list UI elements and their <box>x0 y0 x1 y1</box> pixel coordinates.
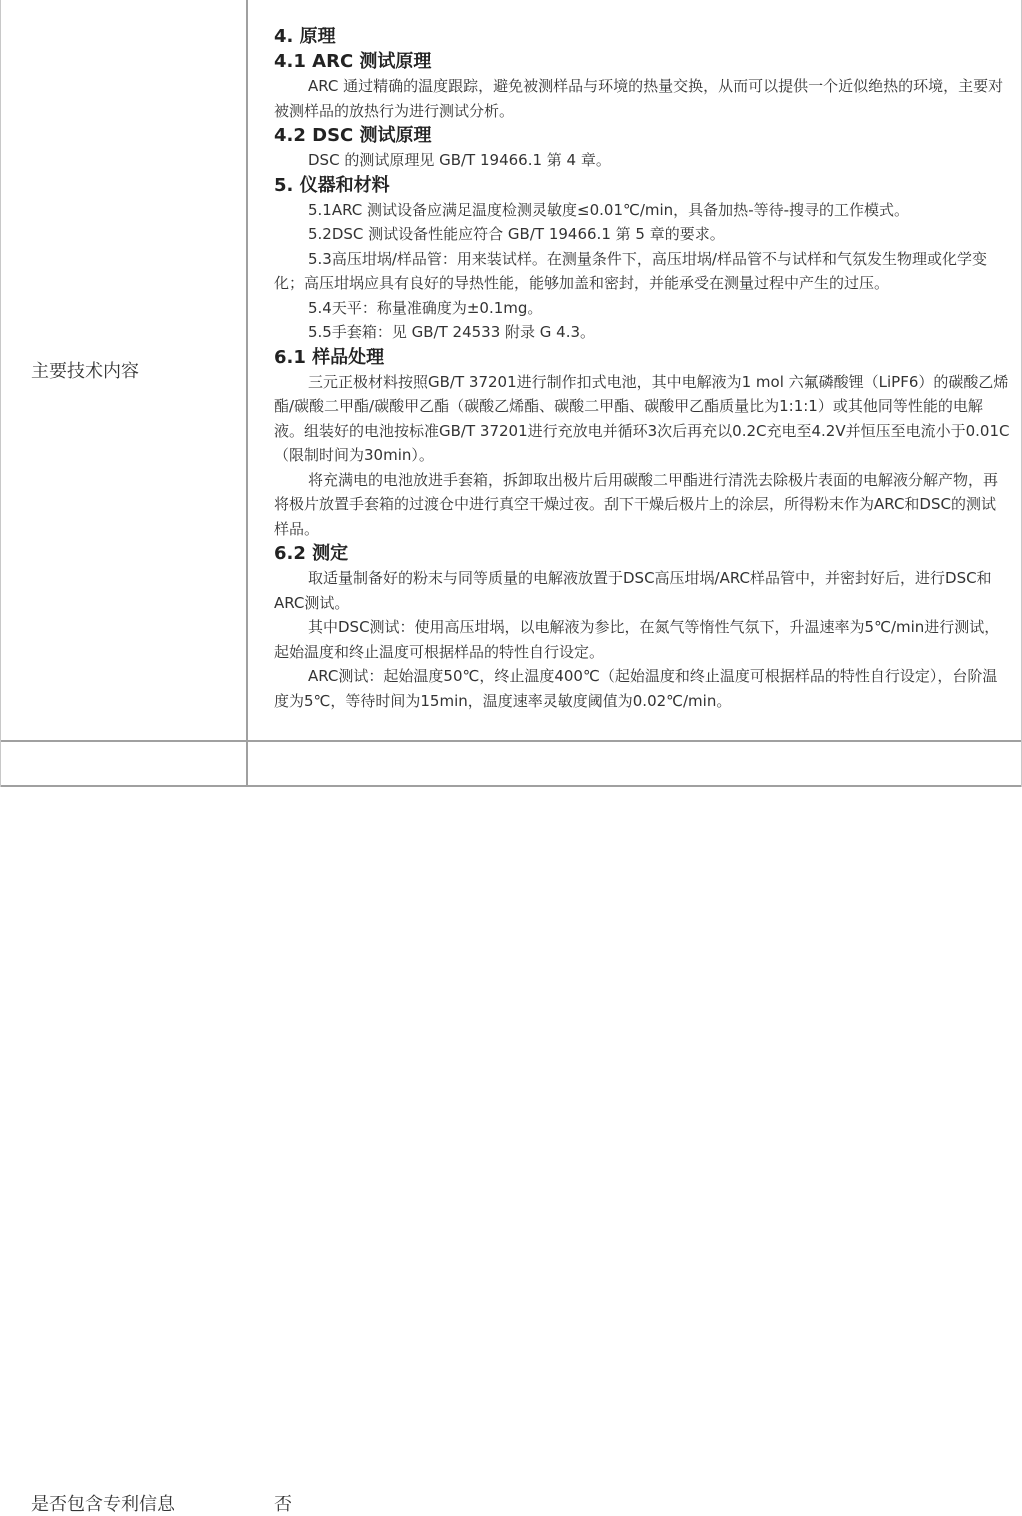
row-label-patent-info: 是否包含专利信息 <box>31 1494 175 1515</box>
paragraph: 三元正极材料按照GB/T 37201进行制作扣式电池，其中电解液为1 mol 六氟磷酸锂（LiPF6）的碳酸乙烯酯/碳酸二甲酯/碳酸甲乙酯（碳酸乙烯酯、碳酸二甲酯、碳酸甲乙酯质量比为1:1:1）或其他同等性能的电解液。组装好的电池按标准GB/T 37201进行充放电并循环3次后再充以0.2C充电至4.2V并恒压至电流小于0.01C（限制时间为30min）。 <box>274 372 1010 464</box>
section-heading: 4.1 ARC 测试原理 <box>274 51 432 72</box>
table-left-border <box>0 0 1 787</box>
column-divider <box>246 0 248 787</box>
technical-content-row <box>0 0 1022 742</box>
paragraph: ARC 通过精确的温度跟踪，避免被测样品与环境的热量交换，从而可以提供一个近似绝热的环境，主要对被测样品的放热行为进行测试分析。 <box>274 77 1004 120</box>
section-heading: 4.2 DSC 测试原理 <box>274 125 432 146</box>
section-heading: 4. 原理 <box>274 26 336 47</box>
paragraph: 将充满电的电池放进手套箱，拆卸取出极片后用碳酸二甲酯进行清洗去除极片表面的电解液分解产物，再将极片放置手套箱的过渡仓中进行真空干燥过夜。刮下干燥后极片上的涂层，所得粉末作为ARC和DSC的测试样品。 <box>274 470 999 538</box>
section-heading: 5. 仪器和材料 <box>274 174 390 196</box>
paragraph: 取适量制备好的粉末与同等质量的电解液放置于DSC高压坩埚/ARC样品管中，并密封好后，进行DSC和ARC测试。 <box>274 569 992 612</box>
paragraph: 其中DSC测试：使用高压坩埚，以电解液为参比，在氮气等惰性气氛下，升温速率为5℃/min进行测试，起始温度和终止温度可根据样品的特性自行设定。 <box>274 618 1000 661</box>
paragraph: 5.4天平：称量准确度为±0.1mg。 <box>308 298 543 317</box>
section-heading: 6.2 测定 <box>274 543 349 564</box>
paragraph: DSC 的测试原理见 GB/T 19466.1 第 4 章。 <box>308 151 611 169</box>
patent-info-value: 否 <box>274 1494 292 1515</box>
paragraph: 5.5手套箱：见 GB/T 24533 附录 G 4.3。 <box>308 323 596 341</box>
paragraph: 5.3高压坩埚/样品管：用来装试样。在测量条件下，高压坩埚/样品管不与试样和气氛发生物理或化学变化；高压坩埚应具有良好的导热性能，能够加盖和密封，并能承受在测量过程中产生的过压。 <box>274 249 987 292</box>
patent-info-row <box>0 740 1022 1515</box>
paragraph: ARC测试：起始温度50℃，终止温度400℃（起始温度和终止温度可根据样品的特性自行设定），台阶温度为5℃，等待时间为15min，温度速率灵敏度阈值为0.02℃/min。 <box>274 667 998 710</box>
technical-content-body <box>274 24 1010 713</box>
row-label-technical-content: 主要技术内容 <box>31 361 139 382</box>
paragraph: 5.2DSC 测试设备性能应符合 GB/T 19466.1 第 5 章的要求。 <box>308 225 725 243</box>
section-heading: 6.1 样品处理 <box>274 346 385 368</box>
paragraph: 5.1ARC 测试设备应满足温度检测灵敏度≤0.01℃/min，具备加热-等待-搜寻的工作模式。 <box>308 200 910 219</box>
